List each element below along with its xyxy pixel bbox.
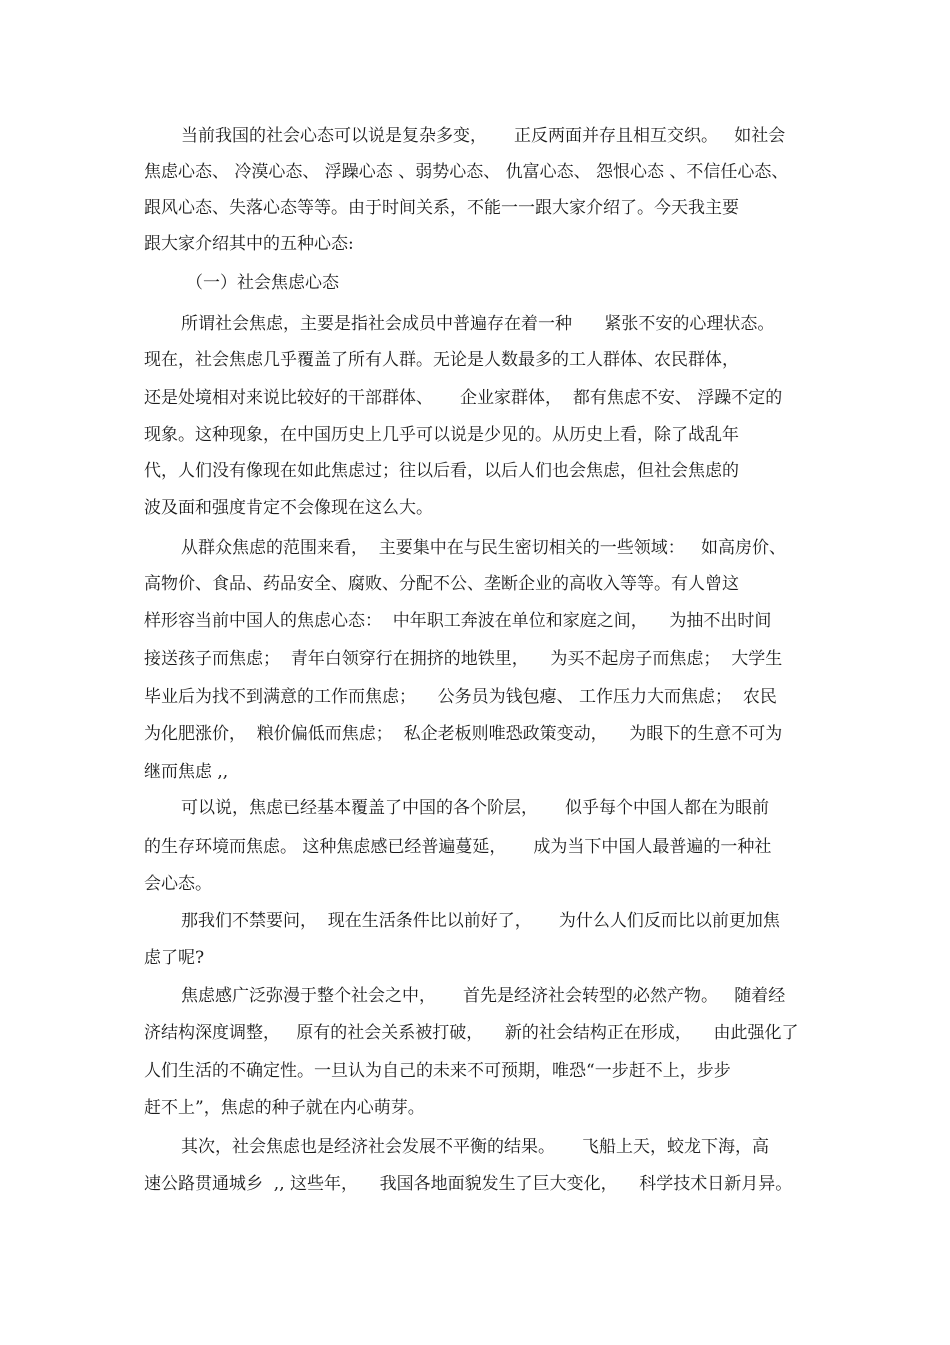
- paragraph-line: 人们生活的不确定性。一旦认为自己的未来不可预期，唯恐“一步赶不上，步步: [144, 1061, 731, 1081]
- paragraph-line: 高物价、食品、药品安全、腐败、分配不公、垄断企业的高收入等等。有人曾这: [144, 574, 739, 594]
- paragraph-line: 那我们不禁要问， 现在生活条件比以前好了， 为什么人们反而比以前更加焦: [181, 911, 780, 931]
- paragraph-line: 焦虑心态、 冷漠心态、 浮躁心态 、弱势心态、 仇富心态、 怨恨心态 、不信任心态、: [144, 162, 789, 182]
- paragraph-line: 跟风心态、失落心态等等。由于时间关系，不能一一跟大家介绍了。今天我主要: [144, 198, 739, 218]
- paragraph-line: 速公路贯通城乡 ,, 这些年， 我国各地面貌发生了巨大变化， 科学技术日新月异。: [144, 1174, 793, 1194]
- paragraph-line: 赶不上”，焦虑的种子就在内心萌芽。: [144, 1098, 425, 1118]
- paragraph-line: 当前我国的社会心态可以说是复杂多变， 正反两面并存且相互交织。 如社会: [181, 126, 786, 146]
- paragraph-line: 所谓社会焦虑，主要是指社会成员中普遍存在着一种 紧张不安的心理状态。: [181, 314, 775, 334]
- paragraph-line: 毕业后为找不到满意的工作而焦虑； 公务员为钱包瘪、 工作压力大而焦虑； 农民: [144, 687, 777, 707]
- paragraph-line: 的生存环境而焦虑。 这种焦虑感已经普遍蔓延， 成为当下中国人最普遍的一种社: [144, 837, 772, 857]
- paragraph-line: 还是处境相对来说比较好的干部群体、 企业家群体， 都有焦虑不安、 浮躁不定的: [144, 388, 783, 408]
- paragraph-line: 会心态。: [144, 874, 212, 894]
- paragraph-line: 现在，社会焦虑几乎覆盖了所有人群。无论是人数最多的工人群体、农民群体，: [144, 350, 739, 370]
- paragraph-line: 继而焦虑 ,,: [144, 762, 229, 782]
- paragraph-line: 接送孩子而焦虑； 青年白领穿行在拥挤的地铁里， 为买不起房子而焦虑； 大学生: [144, 649, 783, 669]
- paragraph-line: 波及面和强度肯定不会像现在这么大。: [144, 498, 433, 518]
- paragraph-line: 济结构深度调整， 原有的社会关系被打破， 新的社会结构正在形成， 由此强化了: [144, 1023, 799, 1043]
- paragraph-line: 为化肥涨价， 粮价偏低而焦虑； 私企老板则唯恐政策变动， 为眼下的生意不可为: [144, 724, 783, 744]
- paragraph-line: 焦虑感广泛弥漫于整个社会之中， 首先是经济社会转型的必然产物。 随着经: [181, 986, 786, 1006]
- paragraph-line: 虑了呢?: [144, 948, 205, 968]
- paragraph-line: 样形容当前中国人的焦虑心态： 中年职工奔波在单位和家庭之间， 为抽不出时间: [144, 611, 772, 631]
- section-heading: （一）社会焦虑心态: [186, 273, 339, 293]
- paragraph-line: 其次，社会焦虑也是经济社会发展不平衡的结果。 飞船上天，蛟龙下海，高: [181, 1137, 770, 1157]
- paragraph-line: 现象。这种现象，在中国历史上几乎可以说是少见的。从历史上看，除了战乱年: [144, 425, 739, 445]
- paragraph-line: 从群众焦虑的范围来看， 主要集中在与民生密切相关的一些领域： 如高房价、: [181, 538, 787, 558]
- paragraph-line: 代，人们没有像现在如此焦虑过；往以后看，以后人们也会焦虑，但社会焦虑的: [144, 461, 739, 481]
- paragraph-line: 跟大家介绍其中的五种心态:: [144, 234, 354, 254]
- paragraph-line: 可以说，焦虑已经基本覆盖了中国的各个阶层， 似乎每个中国人都在为眼前: [181, 798, 770, 818]
